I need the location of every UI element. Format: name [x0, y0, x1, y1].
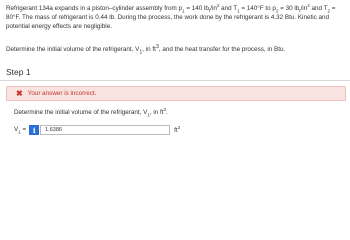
divider: [0, 80, 350, 81]
answer-input[interactable]: 1.6386: [40, 125, 170, 135]
problem-question: Determine the initial volume of the refrigerant, $V_1$, in $ft^3$, and the heat transfer for the process, in Btu.: [6, 44, 286, 56]
answer-row: [14, 124, 180, 136]
step-title: Step 1: [6, 67, 31, 77]
variable-label: $V_1$ =: [14, 125, 27, 135]
incorrect-banner: [6, 86, 346, 101]
error-x-icon: ✖: [16, 89, 23, 98]
problem-statement: Refrigerant 134a expands in a piston–cylinder assembly from $p_1 = 140$ $lb_f/in^2$ and $T_1 = 140^\circ F$ to $p_2 = 30$ $lb_f/in^2$ and $T_2 = 80^\circ F$. The mass of refrigerant is 0.44 lb. During the process, the work done by the refrigerant is 4.32 Btu. Kinetic and potential energy effects are negligible.: [6, 2, 336, 30]
info-icon[interactable]: i: [29, 125, 39, 135]
feedback-message: Your answer is incorrect.: [27, 90, 97, 97]
sub-question: Determine the initial volume of the refrigerant, $V_1$, in $ft^3$.: [14, 106, 168, 118]
unit-label: $ft^3$: [174, 125, 181, 135]
